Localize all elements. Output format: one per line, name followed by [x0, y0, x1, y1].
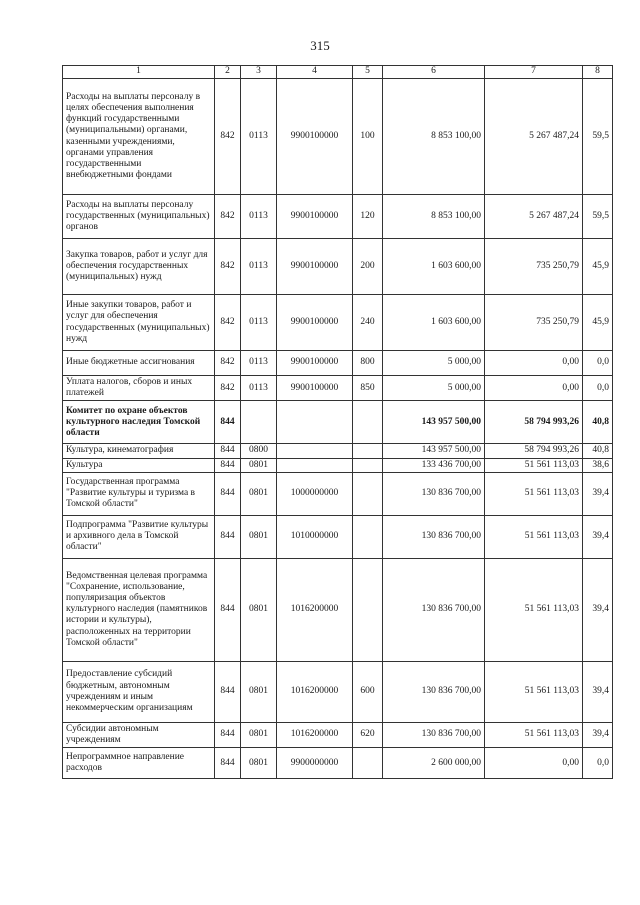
column-number: 1 [63, 66, 215, 79]
section-code: 0801 [241, 458, 277, 472]
line-item-name: Уплата налогов, сборов и иных платежей [63, 376, 215, 401]
section-code: 0113 [241, 79, 277, 195]
line-item-name: Культура [63, 458, 215, 472]
table-row [63, 239, 613, 295]
line-item-name: Иные закупки товаров, работ и услуг для обеспечения государственных (муниципальных) нужд [63, 295, 215, 351]
ministry-code: 844 [215, 748, 241, 779]
target-article-code: 1000000000 [277, 472, 353, 515]
line-item-name: Непрограммное направление расходов [63, 748, 215, 779]
target-article-code [277, 458, 353, 472]
expense-type-code [353, 472, 383, 515]
target-article-code: 1016200000 [277, 661, 353, 722]
executed-amount: 51 561 113,03 [485, 722, 583, 747]
ministry-code: 842 [215, 295, 241, 351]
execution-percent: 59,5 [583, 195, 613, 239]
planned-amount: 143 957 500,00 [383, 401, 485, 444]
ministry-code: 844 [215, 558, 241, 661]
planned-amount: 130 836 700,00 [383, 558, 485, 661]
section-code: 0801 [241, 722, 277, 747]
execution-percent: 40,8 [583, 401, 613, 444]
execution-percent: 39,4 [583, 472, 613, 515]
line-item-name: Культура, кинематография [63, 444, 215, 458]
ministry-code: 842 [215, 351, 241, 376]
executed-amount: 0,00 [485, 748, 583, 779]
planned-amount: 5 000,00 [383, 351, 485, 376]
line-item-name: Комитет по охране объектов культурного наследия Томской области [63, 401, 215, 444]
executed-amount: 58 794 993,26 [485, 444, 583, 458]
expense-type-code [353, 748, 383, 779]
line-item-name: Иные бюджетные ассигнования [63, 351, 215, 376]
expense-type-code [353, 458, 383, 472]
ministry-code: 842 [215, 195, 241, 239]
ministry-code: 844 [215, 661, 241, 722]
column-number-row [63, 66, 613, 79]
executed-amount: 0,00 [485, 376, 583, 401]
ministry-code: 844 [215, 472, 241, 515]
ministry-code: 842 [215, 239, 241, 295]
execution-percent: 38,6 [583, 458, 613, 472]
execution-percent: 40,8 [583, 444, 613, 458]
expense-type-code: 800 [353, 351, 383, 376]
table-body [63, 79, 613, 779]
table-row [63, 401, 613, 444]
table-row [63, 195, 613, 239]
section-code: 0801 [241, 661, 277, 722]
table-row [63, 515, 613, 558]
executed-amount: 0,00 [485, 351, 583, 376]
section-code: 0113 [241, 195, 277, 239]
table-row [63, 351, 613, 376]
table-row [63, 748, 613, 779]
table-header [63, 66, 613, 79]
line-item-name: Ведомственная целевая программа "Сохранение, использование, популяризация объектов культурного наследия (памятников истории и культуры), расположенных на территории Томской области" [63, 558, 215, 661]
executed-amount: 51 561 113,03 [485, 472, 583, 515]
target-article-code [277, 444, 353, 458]
section-code [241, 401, 277, 444]
expense-type-code: 100 [353, 79, 383, 195]
planned-amount: 130 836 700,00 [383, 472, 485, 515]
line-item-name: Расходы на выплаты персоналу в целях обеспечения выполнения функций государственными (муниципальными) органами, казенными учреждениями, органами управления государственными внебюджетными фондами [63, 79, 215, 195]
planned-amount: 1 603 600,00 [383, 295, 485, 351]
executed-amount: 5 267 487,24 [485, 195, 583, 239]
executed-amount: 51 561 113,03 [485, 515, 583, 558]
target-article-code: 9900100000 [277, 376, 353, 401]
planned-amount: 1 603 600,00 [383, 239, 485, 295]
line-item-name: Расходы на выплаты персоналу государственных (муниципальных) органов [63, 195, 215, 239]
planned-amount: 130 836 700,00 [383, 722, 485, 747]
table-row [63, 458, 613, 472]
table-row [63, 295, 613, 351]
table-row [63, 558, 613, 661]
target-article-code: 9900100000 [277, 79, 353, 195]
section-code: 0800 [241, 444, 277, 458]
line-item-name: Предоставление субсидий бюджетным, автономным учреждениям и иным некоммерческим организациям [63, 661, 215, 722]
executed-amount: 51 561 113,03 [485, 458, 583, 472]
expense-type-code [353, 401, 383, 444]
section-code: 0801 [241, 558, 277, 661]
column-number: 6 [383, 66, 485, 79]
execution-percent: 0,0 [583, 351, 613, 376]
planned-amount: 8 853 100,00 [383, 79, 485, 195]
line-item-name: Субсидии автономным учреждениям [63, 722, 215, 747]
expense-type-code: 620 [353, 722, 383, 747]
target-article-code: 1016200000 [277, 722, 353, 747]
column-number: 4 [277, 66, 353, 79]
planned-amount: 143 957 500,00 [383, 444, 485, 458]
expense-type-code [353, 444, 383, 458]
executed-amount: 51 561 113,03 [485, 558, 583, 661]
line-item-name: Государственная программа "Развитие культуры и туризма в Томской области" [63, 472, 215, 515]
planned-amount: 5 000,00 [383, 376, 485, 401]
execution-percent: 39,4 [583, 722, 613, 747]
planned-amount: 130 836 700,00 [383, 661, 485, 722]
ministry-code: 844 [215, 722, 241, 747]
section-code: 0801 [241, 515, 277, 558]
target-article-code: 9900100000 [277, 351, 353, 376]
executed-amount: 58 794 993,26 [485, 401, 583, 444]
execution-percent: 45,9 [583, 239, 613, 295]
table-row [63, 444, 613, 458]
ministry-code: 844 [215, 458, 241, 472]
section-code: 0113 [241, 295, 277, 351]
planned-amount: 130 836 700,00 [383, 515, 485, 558]
table-row [63, 376, 613, 401]
execution-percent: 0,0 [583, 748, 613, 779]
table-row [63, 79, 613, 195]
line-item-name: Подпрограмма "Развитие культуры и архивного дела в Томской области" [63, 515, 215, 558]
expense-type-code [353, 558, 383, 661]
budget-table [62, 65, 613, 779]
expense-type-code: 240 [353, 295, 383, 351]
table-row [63, 472, 613, 515]
execution-percent: 0,0 [583, 376, 613, 401]
section-code: 0801 [241, 748, 277, 779]
execution-percent: 45,9 [583, 295, 613, 351]
section-code: 0113 [241, 239, 277, 295]
target-article-code: 9900100000 [277, 239, 353, 295]
target-article-code: 1010000000 [277, 515, 353, 558]
ministry-code: 844 [215, 515, 241, 558]
planned-amount: 8 853 100,00 [383, 195, 485, 239]
column-number: 2 [215, 66, 241, 79]
section-code: 0801 [241, 472, 277, 515]
execution-percent: 39,4 [583, 515, 613, 558]
ministry-code: 842 [215, 376, 241, 401]
section-code: 0113 [241, 351, 277, 376]
executed-amount: 735 250,79 [485, 295, 583, 351]
ministry-code: 844 [215, 444, 241, 458]
ministry-code: 844 [215, 401, 241, 444]
executed-amount: 735 250,79 [485, 239, 583, 295]
column-number: 5 [353, 66, 383, 79]
section-code: 0113 [241, 376, 277, 401]
line-item-name: Закупка товаров, работ и услуг для обеспечения государственных (муниципальных) нужд [63, 239, 215, 295]
expense-type-code: 850 [353, 376, 383, 401]
target-article-code: 9900100000 [277, 195, 353, 239]
planned-amount: 133 436 700,00 [383, 458, 485, 472]
executed-amount: 5 267 487,24 [485, 79, 583, 195]
expense-type-code [353, 515, 383, 558]
column-number: 7 [485, 66, 583, 79]
executed-amount: 51 561 113,03 [485, 661, 583, 722]
planned-amount: 2 600 000,00 [383, 748, 485, 779]
execution-percent: 39,4 [583, 661, 613, 722]
target-article-code: 9900000000 [277, 748, 353, 779]
table-row [63, 722, 613, 747]
column-number: 8 [583, 66, 613, 79]
column-number: 3 [241, 66, 277, 79]
ministry-code: 842 [215, 79, 241, 195]
table-row [63, 661, 613, 722]
target-article-code: 9900100000 [277, 295, 353, 351]
expense-type-code: 600 [353, 661, 383, 722]
expense-type-code: 120 [353, 195, 383, 239]
target-article-code [277, 401, 353, 444]
target-article-code: 1016200000 [277, 558, 353, 661]
execution-percent: 59,5 [583, 79, 613, 195]
execution-percent: 39,4 [583, 558, 613, 661]
expense-type-code: 200 [353, 239, 383, 295]
page-number: 315 [310, 38, 330, 53]
